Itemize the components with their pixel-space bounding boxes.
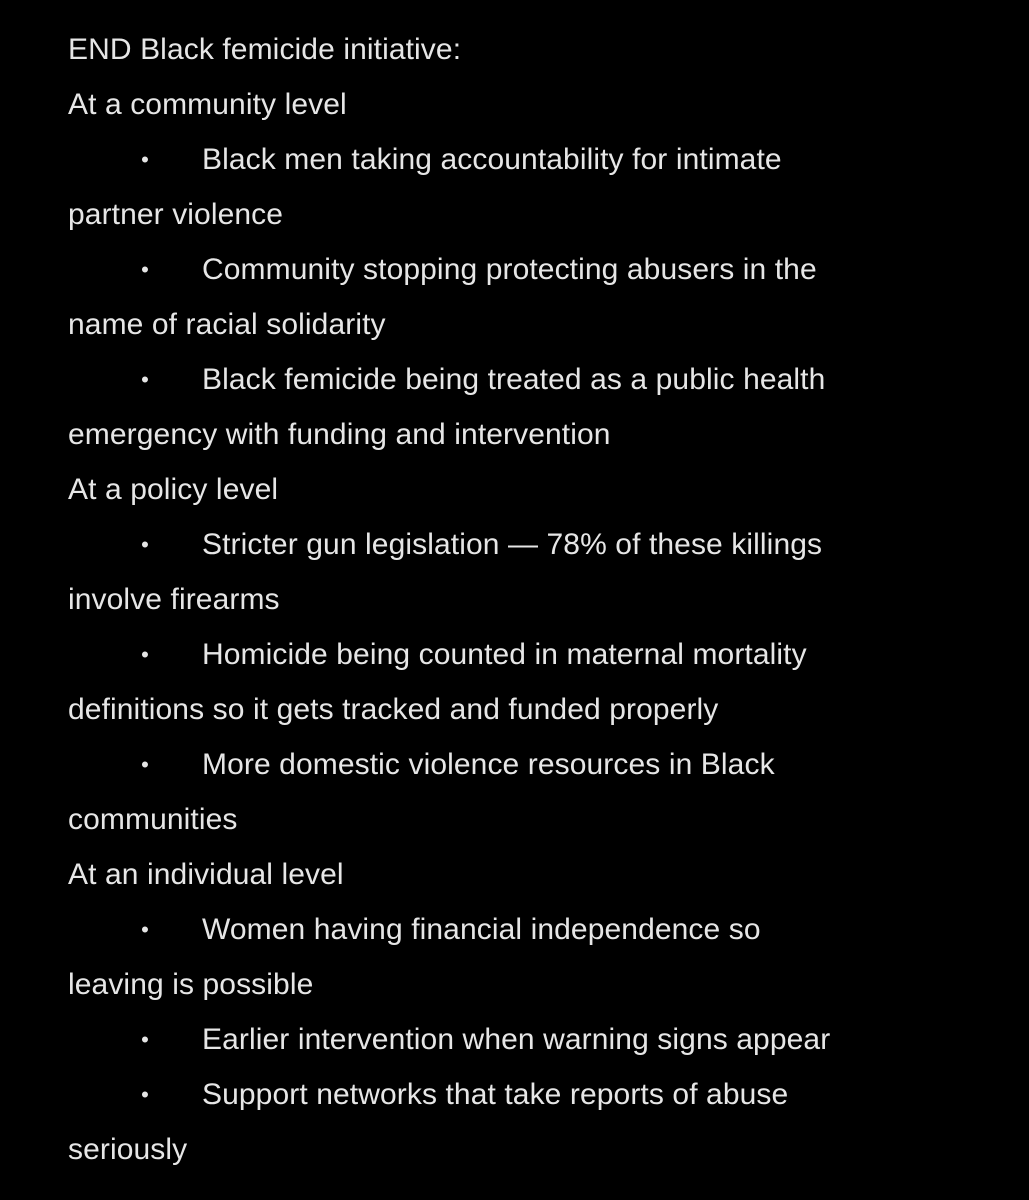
- list-item: [68, 902, 968, 957]
- list-item-text: Support networks that take reports of abuse: [202, 1078, 789, 1111]
- list-item-text: Homicide being counted in maternal mortality: [202, 638, 807, 671]
- list-item-text: Women having financial independence so: [202, 913, 761, 946]
- list-item-text: More domestic violence resources in Black: [202, 748, 775, 781]
- bullet-icon: •: [141, 1082, 149, 1107]
- note-body: [68, 22, 968, 1177]
- list-item-continuation: seriously: [68, 1133, 188, 1166]
- list-item-continuation: leaving is possible: [68, 968, 314, 1001]
- bullet-icon: •: [141, 147, 149, 172]
- list-item-continuation: emergency with funding and intervention: [68, 418, 611, 451]
- list-item-text: Earlier intervention when warning signs appear: [202, 1023, 831, 1056]
- list-item-continuation: partner violence: [68, 198, 284, 231]
- list-item-text: Community stopping protecting abusers in the: [202, 253, 817, 286]
- bullet-icon: •: [141, 257, 149, 282]
- list-item: [68, 1012, 968, 1067]
- list-item: [68, 517, 968, 572]
- bullet-icon: •: [141, 752, 149, 777]
- section-heading-policy: At a policy level: [68, 473, 279, 506]
- list-item: [68, 242, 968, 297]
- list-item: [68, 627, 968, 682]
- section-heading-individual: At an individual level: [68, 858, 344, 891]
- list-item-continuation: communities: [68, 803, 238, 836]
- bullet-icon: •: [141, 642, 149, 667]
- list-item: [68, 352, 968, 407]
- list-item: [68, 132, 968, 187]
- list-item-text: Stricter gun legislation — 78% of these killings: [202, 528, 823, 561]
- bullet-icon: •: [141, 1027, 149, 1052]
- list-item-text: Black men taking accountability for intimate: [202, 143, 782, 176]
- note-title: END Black femicide initiative:: [68, 33, 462, 66]
- list-item: [68, 1067, 968, 1122]
- list-item-text: Black femicide being treated as a public health: [202, 363, 826, 396]
- list-item-continuation: definitions so it gets tracked and funded properly: [68, 693, 719, 726]
- list-item-continuation: involve firearms: [68, 583, 280, 616]
- list-item-continuation: name of racial solidarity: [68, 308, 386, 341]
- list-item: [68, 737, 968, 792]
- bullet-icon: •: [141, 532, 149, 557]
- bullet-icon: •: [141, 367, 149, 392]
- section-heading-community: At a community level: [68, 88, 347, 121]
- bullet-icon: •: [141, 917, 149, 942]
